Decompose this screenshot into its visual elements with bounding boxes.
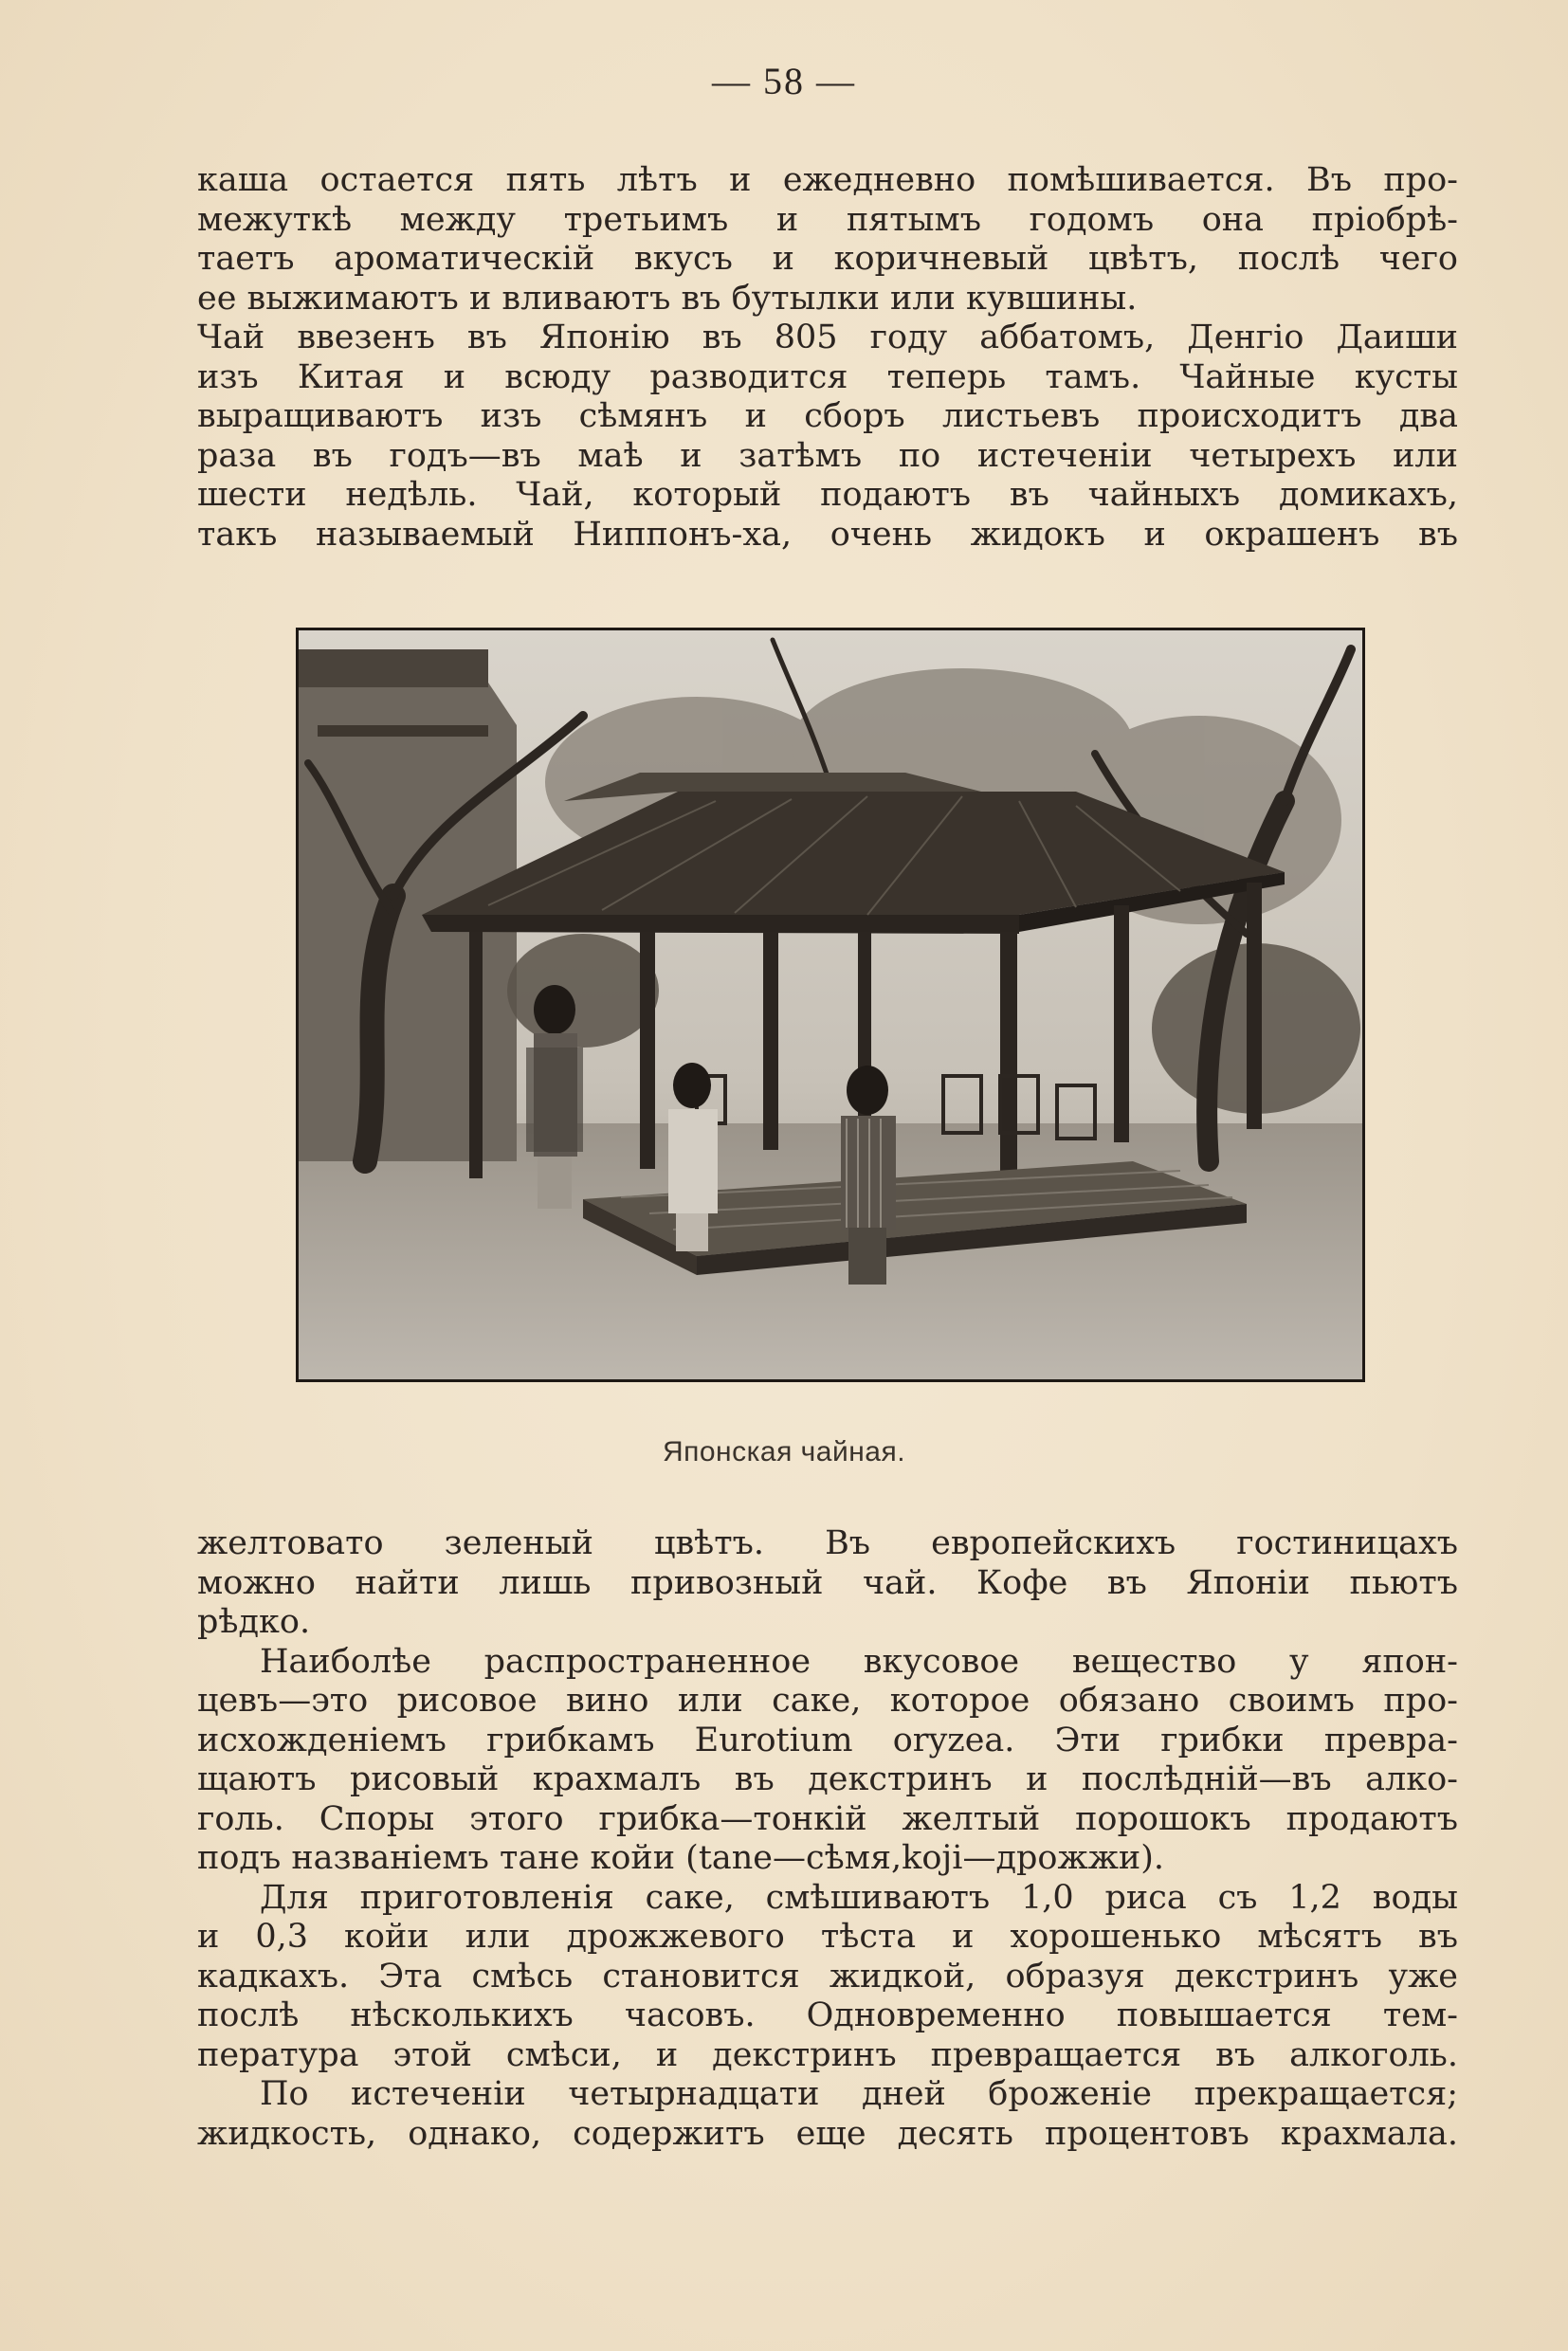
text-line: Для приготовленія саке, смѣшиваютъ 1,0 риса съ 1,2 воды (260, 1878, 1458, 1917)
text-line: и 0,3 койи или дрожжевого тѣста и хорошенько мѣсятъ въ (197, 1918, 1458, 1956)
text-line: Чай ввезенъ въ Японію въ 805 году аббатомъ, Денгіо Даиши (197, 319, 1458, 356)
text-line: каша остается пять лѣтъ и ежедневно помѣшивается. Въ про- (197, 161, 1458, 199)
text-block-bottom (197, 1524, 1458, 2154)
text-line: По истеченіи четырнадцати дней броженіе прекращается; (260, 2075, 1458, 2113)
text-line: межуткѣ между третьимъ и пятымъ годомъ она пріобрѣ- (197, 200, 1458, 239)
tea-house-photograph (296, 628, 1365, 1382)
photo-illustration (299, 630, 1362, 1379)
text-line: изъ Китая и всюду разводится теперь тамъ. Чайные кусты (197, 357, 1458, 396)
page-number: — 58 — (712, 60, 856, 102)
text-line: подъ названіемъ тане койи (tane—сѣмя,koji—дрожжи). (197, 1839, 1165, 1877)
text-line: шести недѣль. Чай, который подаютъ въ чайныхъ домикахъ, (197, 476, 1458, 514)
text-line: щаютъ рисовый крахмалъ въ декстринъ и послѣдній—въ алко- (197, 1760, 1458, 1798)
text-line: исхожденіемъ грибкамъ Eurotium oryzea. Эти грибки превра- (197, 1721, 1458, 1759)
text-line: такъ называемый Ниппонъ-ха, очень жидокъ и окрашенъ въ (197, 515, 1458, 554)
text-block-top (197, 161, 1458, 555)
text-line: пература этой смѣси, и декстринъ превращается въ алкоголь. (197, 2035, 1458, 2074)
text-line: кадкахъ. Эта смѣсь становится жидкой, образуя декстринъ уже (197, 1957, 1458, 1996)
text-line: раза въ годъ—въ маѣ и затѣмъ по истеченіи четырехъ или (197, 436, 1458, 475)
text-line: таетъ ароматическій вкусъ и коричневый цвѣтъ, послѣ чего (197, 240, 1458, 278)
text-line: рѣдко. (197, 1603, 311, 1641)
text-line: можно найти лишь привозный чай. Кофе въ Японіи пьютъ (197, 1563, 1458, 1602)
text-line: выращиваютъ изъ сѣмянъ и сборъ листьевъ происходитъ два (197, 397, 1458, 435)
text-line: ее выжимаютъ и вливаютъ въ бутылки или кувшины. (197, 279, 1138, 318)
text-line: послѣ нѣсколькихъ часовъ. Одновременно повышается тем- (197, 1996, 1458, 2034)
text-line: желтовато зеленый цвѣтъ. Въ европейскихъ гостиницахъ (197, 1524, 1458, 1562)
figure-caption: Японская чайная. (662, 1436, 906, 1467)
text-line: Наиболѣе распространенное вкусовое вещество у япон- (260, 1642, 1458, 1681)
text-line: голь. Споры этого грибка—тонкій желтый порошокъ продаютъ (197, 1799, 1458, 1838)
text-line: жидкость, однако, содержитъ еще десять процентовъ крахмала. (197, 2114, 1458, 2153)
text-line: цевъ—это рисовое вино или саке, которое обязано своимъ про- (197, 1682, 1458, 1720)
